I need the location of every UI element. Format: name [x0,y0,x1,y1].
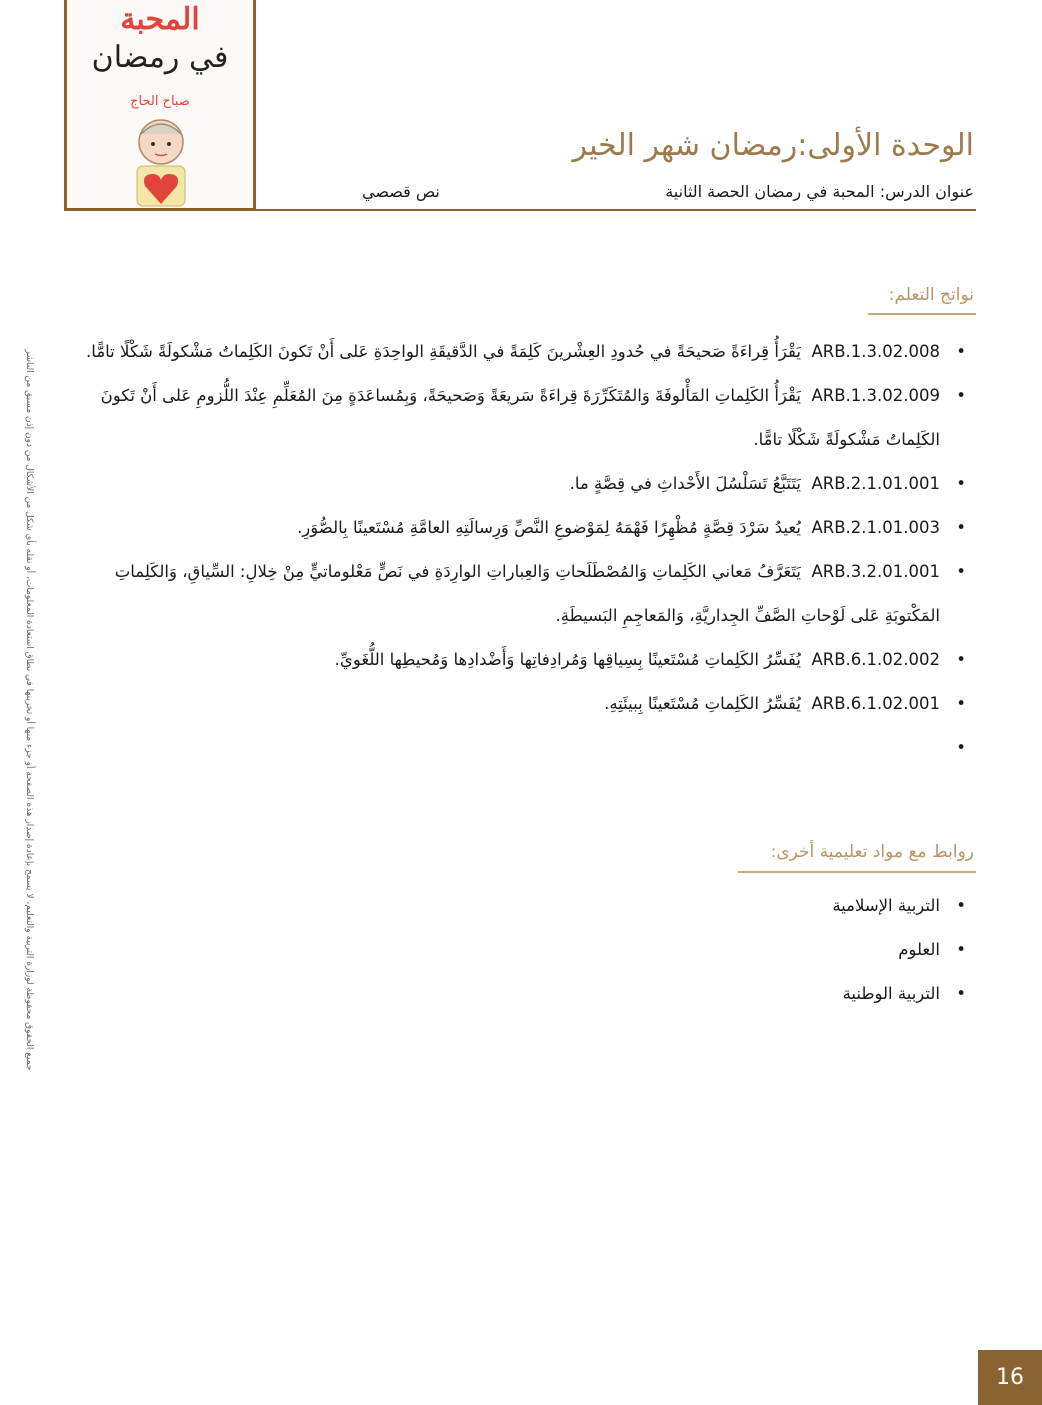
outcome-text: يَقْرَأُ الكَلِماتِ المَأْلوفَةَ وَالمُتَكَرِّرَةَ قِراءَةً سَريعَةً وَصَحيحَةً، وَبِمُساعَدَةٍ مِنَ المُعَلِّمِ عِنْدَ اللُّزومِ عَلى أَنْ تَكونَ الكَلِماتُ مَشْكولَةً شَكْلًا تامًّا. [100,386,940,449]
lesson-title: عنوان الدرس: المحبة في رمضان الحصة الثانية [665,182,974,201]
outcome-item [64,506,966,550]
outcome-code: ARB.1.3.02.008 [811,342,940,361]
learning-outcomes-heading: نواتج التعلم: [888,285,974,305]
outcome-text: يَتَعَرَّفُ مَعاني الكَلِماتِ وَالمُصْطَلَحاتِ وَالعِباراتِ الوارِدَةِ في نَصٍّ مَعْلوماتيٍّ مِنْ خِلالِ: السِّياقِ، وَالكَلِماتِ المَكْتوبَةِ عَلى لَوْحاتِ الصَّفِّ الجِداريَّةِ، وَالمَعاجِمِ البَسيطَةِ. [114,562,940,625]
book-cover-image [64,0,256,211]
outcome-code: ARB.2.1.01.001 [811,474,940,493]
link-item: • التربية الوطنية [666,972,966,1016]
outcome-item [64,462,966,506]
outcome-item [64,638,966,682]
cover-title: المحبة [120,2,200,37]
outcome-code: ARB.1.3.02.009 [811,386,940,405]
links-list [666,884,966,1016]
link-item: • العلوم [666,928,966,972]
text-type-label: نص قصصي [362,182,440,201]
outcome-item [64,374,966,462]
cover-author: صباح الحاج [130,94,190,109]
outcome-code: ARB.6.1.02.001 [811,694,940,713]
copyright-text: جميع الحقوق محفوظة لوزارة التربية والتعليم، لا يسمح بإعادة إصدار هذه الصفحة أو جزء منها أو تخزينها في نطاق استعادة المعلومات، أو نقله بأي شكل من الأشكال من دون إذن مسبق من الناشر [24,349,34,1071]
page-number: 16 [978,1350,1042,1405]
header-divider [64,209,976,211]
outcome-code: ARB.3.2.01.001 [811,562,940,581]
outcome-item [64,330,966,374]
outcome-text: يُفَسِّرُ الكَلِماتِ مُسْتَعينًا بِسِياقِها وَمُرادِفاتِها وَأَضْدادِها وَمُحيطِها اللُّغَويِّ. [334,650,801,669]
outcome-text: يُعيدُ سَرْدَ قِصَّةٍ مُظْهِرًا فَهْمَهُ لِمَوْضوعِ النَّصِّ وَرِسالَتِهِ العامَّةِ مُسْتَعينًا بِالصُّوَرِ. [297,518,801,537]
learning-outcomes-underline [868,313,976,315]
outcome-text: يُفَسِّرُ الكَلِماتِ مُسْتَعينًا بِبيئَتِهِ. [604,694,801,713]
outcome-code: ARB.6.1.02.002 [811,650,940,669]
unit-title: الوحدة الأولى:رمضان شهر الخير [572,128,974,163]
links-heading: روابط مع مواد تعليمية أخرى: [770,842,974,862]
outcome-text: يَتَتَبَّعُ تَسَلْسُلَ الأَحْداثِ في قِصَّةٍ ما. [569,474,801,493]
copyright-side-note [18,310,40,1110]
outcome-item [64,550,966,638]
links-underline [738,871,976,873]
cover-subtitle: في رمضان [91,40,229,75]
outcome-item [64,682,966,726]
outcome-item-empty [64,726,966,770]
outcome-code: ARB.2.1.01.003 [811,518,940,537]
outcome-text: يَقْرَأُ قِراءَةً صَحيحَةً في حُدودِ العِشْرينَ كَلِمَةً في الدَّقيقَةِ الواحِدَةِ عَلى أَنْ تَكونَ الكَلِماتُ مَشْكولَةً شَكْلًا تامًّا. [86,342,801,361]
learning-outcomes-list [64,330,966,770]
link-item: • التربية الإسلامية [666,884,966,928]
child-illustration [123,112,199,208]
